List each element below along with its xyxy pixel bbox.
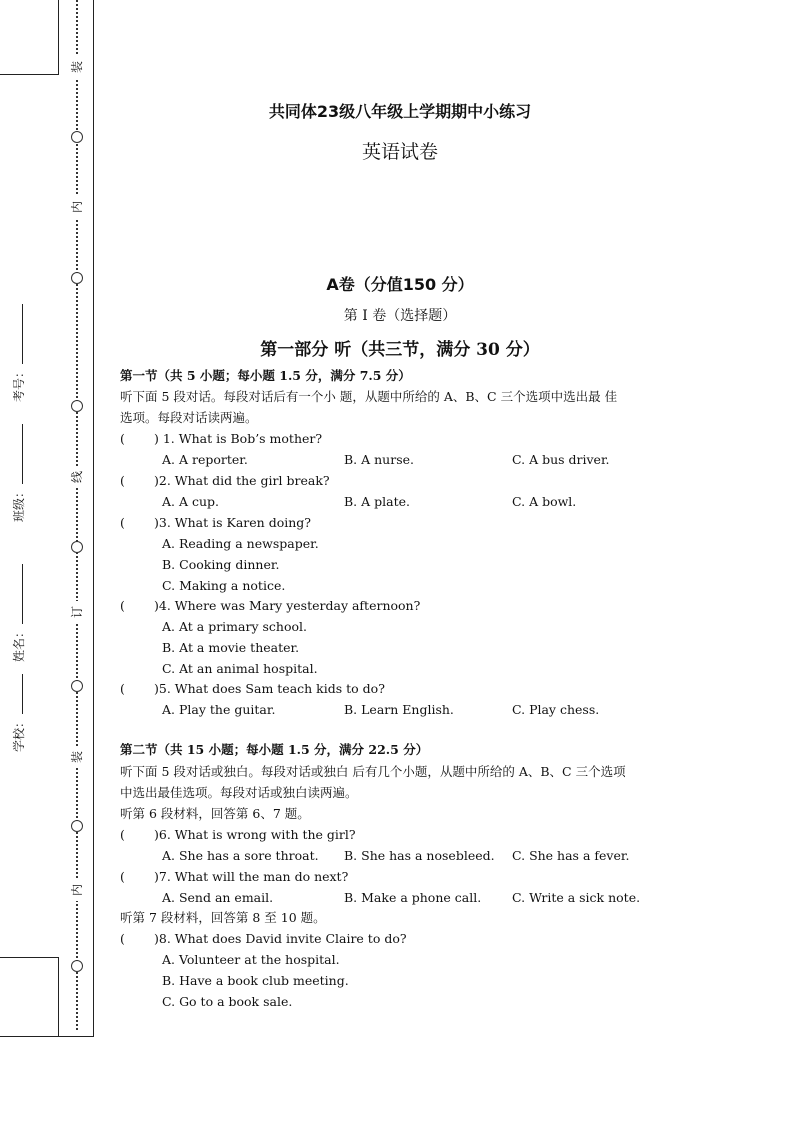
question-4[interactable]: ( )4. Where was Mary yesterday afternoon? [120, 598, 421, 613]
option-c[interactable]: C. A bowl. [512, 494, 577, 509]
option-c[interactable]: C. She has a fever. [512, 848, 630, 863]
section2-heading: 第二节（共 15 小题；每小题 1.5 分，满分 22.5 分） [120, 742, 429, 757]
cut-circle [71, 541, 83, 553]
cut-label: 线 [70, 466, 84, 488]
cut-label: 装 [70, 746, 84, 768]
cut-circle [71, 131, 83, 143]
material-6-note: 听第 6 段材料，回答第 6、7 题。 [120, 806, 310, 821]
cut-label: 内 [70, 196, 84, 218]
exam-title: 共同体23级八年级上学期期中小练习 [268, 102, 532, 121]
name-field[interactable]: 姓名： [10, 564, 27, 662]
cut-label: 内 [70, 879, 84, 901]
cut-circle [71, 272, 83, 284]
option-a[interactable]: A. Send an email. [162, 890, 274, 905]
section2-instruction: 听下面 5 段对话或独白。每段对话或独白 后有几个小题，从题中所给的 A、B、C 三个选项 [120, 764, 626, 779]
option-b[interactable]: B. Have a book club meeting. [162, 973, 349, 988]
cut-label: 装 [70, 56, 84, 78]
option-c[interactable]: C. At an animal hospital. [162, 661, 318, 676]
option-c[interactable]: C. Making a notice. [162, 578, 286, 593]
cut-line [76, 0, 78, 1030]
question-1[interactable]: ( ) 1. What is Bob’s mother? [120, 431, 323, 446]
cut-circle [71, 820, 83, 832]
question-5[interactable]: ( )5. What does Sam teach kids to do? [120, 681, 385, 696]
option-b[interactable]: B. Learn English. [344, 702, 454, 717]
option-b[interactable]: B. Cooking dinner. [162, 557, 280, 572]
binding-margin [0, 0, 58, 1036]
option-a[interactable]: A. Reading a newspaper. [162, 536, 319, 551]
margin-rule-bottom [0, 1036, 94, 1037]
option-a[interactable]: A. A reporter. [162, 452, 248, 467]
margin-box-top [0, 0, 59, 75]
option-a[interactable]: A. She has a sore throat. [162, 848, 319, 863]
question-2[interactable]: ( )2. What did the girl break? [120, 473, 330, 488]
section2-instruction: 中选出最佳选项。每段对话或独白读两遍。 [120, 785, 358, 800]
option-a[interactable]: A. Play the guitar. [162, 702, 276, 717]
question-6[interactable]: ( )6. What is wrong with the girl? [120, 827, 356, 842]
cut-circle [71, 680, 83, 692]
margin-rule [93, 0, 94, 1036]
exam-number-field[interactable]: 考号： [10, 304, 27, 402]
option-a[interactable]: A. A cup. [162, 494, 220, 509]
cut-circle [71, 960, 83, 972]
cut-circle [71, 400, 83, 412]
option-c[interactable]: C. Go to a book sale. [162, 994, 293, 1009]
option-c[interactable]: C. Play chess. [512, 702, 600, 717]
option-c[interactable]: C. Write a sick note. [512, 890, 641, 905]
volume-heading: A卷（分值150 分） [326, 275, 474, 294]
question-8[interactable]: ( )8. What does David invite Claire to do? [120, 931, 407, 946]
question-7[interactable]: ( )7. What will the man do next? [120, 869, 349, 884]
volume-subheading: 第 I 卷（选择题） [343, 308, 457, 324]
option-b[interactable]: B. A nurse. [344, 452, 414, 467]
option-b[interactable]: B. Make a phone call. [344, 890, 482, 905]
cut-label: 订 [70, 601, 84, 623]
exam-subject: 英语试卷 [361, 141, 438, 163]
option-b[interactable]: B. At a movie theater. [162, 640, 300, 655]
option-b[interactable]: B. She has a nosebleed. [344, 848, 495, 863]
class-field[interactable]: 班级： [10, 424, 27, 522]
option-a[interactable]: A. At a primary school. [162, 619, 307, 634]
option-c[interactable]: C. A bus driver. [512, 452, 610, 467]
section1-heading: 第一节（共 5 小题；每小题 1.5 分，满分 7.5 分） [120, 368, 411, 383]
question-3[interactable]: ( )3. What is Karen doing? [120, 515, 311, 530]
option-b[interactable]: B. A plate. [344, 494, 410, 509]
part-heading: 第一部分 听（共三节，满分 30 分） [260, 340, 540, 360]
material-7-note: 听第 7 段材料，回答第 8 至 10 题。 [120, 910, 326, 925]
section1-instruction: 选项。每段对话读两遍。 [120, 410, 258, 425]
school-field[interactable]: 学校： [10, 674, 27, 752]
section1-instruction: 听下面 5 段对话。每段对话后有一个小 题，从题中所给的 A、B、C 三个选项中选出最 佳 [120, 389, 618, 404]
option-a[interactable]: A. Volunteer at the hospital. [162, 952, 340, 967]
margin-box-bottom [0, 957, 59, 1037]
